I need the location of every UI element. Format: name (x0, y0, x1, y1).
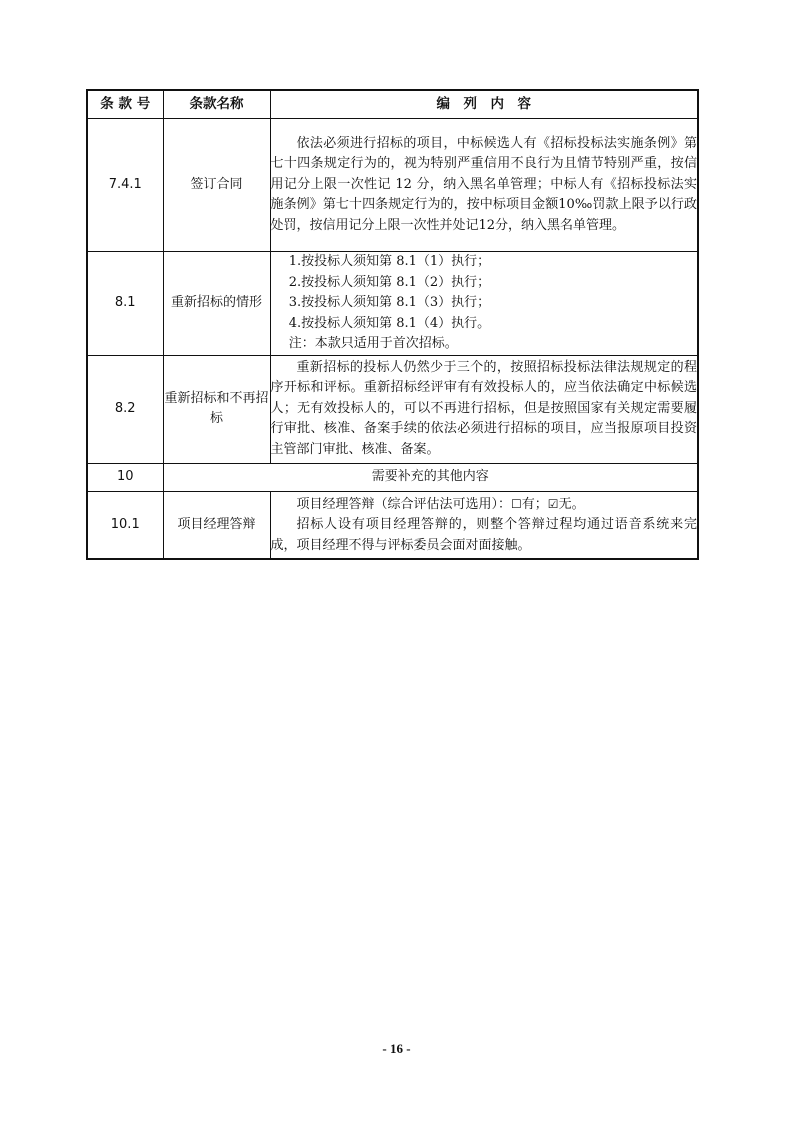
list-item: 1.按投标人须知第 8.1（1）执行； (288, 254, 491, 269)
checked-box-icon[interactable]: ☑ (547, 496, 559, 511)
clause-name: 重新招标和不再招标 (163, 355, 270, 463)
clause-number: 7.4.1 (87, 119, 163, 252)
list-item: 3.按投标人须知第 8.1（3）执行； (288, 295, 491, 310)
clause-number: 8.1 (87, 252, 163, 356)
option-no-label: 无。 (558, 496, 585, 512)
content-paragraph: 依法必须进行招标的项目，中标候选人有《招标投标法实施条例》第七十四条规定行为的，视为特别严重信用不良行为且情节特别严重，按信用记分上限一次性记 12 分，纳入黑名单管理；中标人有《招标投标法实施条例》第七十四条规定行为的，按中标项目金额10‰罚款上限予以行政处罚，按信用记分上限一次性并处记12分，纳入黑名单管理。 (270, 135, 697, 233)
option-yes-label: 有； (521, 496, 548, 512)
table-row (87, 463, 698, 491)
content-paragraph: 招标人设有项目经理答辩的，则整个答辩过程均通过语音系统来完成，项目经理不得与评标委员会面对面接触。 (270, 517, 697, 553)
list-item: 4.按投标人须知第 8.1（4）执行。 (288, 315, 491, 331)
clause-content (270, 119, 698, 252)
table-row (87, 119, 698, 252)
clause-name: 签订合同 (163, 119, 270, 252)
option-prompt: 项目经理答辩（综合评估法可选用）： (296, 496, 512, 512)
content-paragraph: 重新招标的投标人仍然少于三个的，按照招标投标法律法规规定的程序开标和评标。重新招标经评审有有效投标人的，应当依法确定中标候选人；无有效投标人的，可以不再进行招标，但是按照国家有关规定需要履行审批、核准、备案手续的依法必须进行招标的项目，应当报原项目投资主管部门审批、核准、备案。 (270, 359, 697, 457)
header-content: 编 列 内 容 (270, 90, 698, 119)
section-heading: 需要补充的其他内容 (163, 463, 698, 491)
clause-number: 8.2 (87, 355, 163, 463)
clause-name: 项目经理答辩 (163, 491, 270, 559)
table-header-row (87, 90, 698, 119)
table-row (87, 491, 698, 559)
clause-name: 重新招标的情形 (163, 252, 270, 356)
table-row (87, 252, 698, 356)
header-clause-number: 条 款 号 (87, 90, 163, 119)
clause-table (86, 89, 699, 560)
clause-content (270, 252, 698, 356)
clause-number: 10.1 (87, 491, 163, 559)
note-item: 注：本款只适用于首次招标。 (288, 336, 458, 351)
clause-content (270, 355, 698, 463)
clause-number: 10 (87, 463, 163, 491)
page-number: - 16 - (382, 1041, 411, 1056)
clause-content (270, 491, 698, 559)
content-paragraph (271, 494, 698, 516)
unchecked-box-icon[interactable]: ☐ (511, 496, 522, 511)
table-row (87, 355, 698, 463)
list-item: 2.按投标人须知第 8.1（2）执行； (288, 274, 491, 290)
header-clause-name: 条款名称 (163, 90, 270, 119)
